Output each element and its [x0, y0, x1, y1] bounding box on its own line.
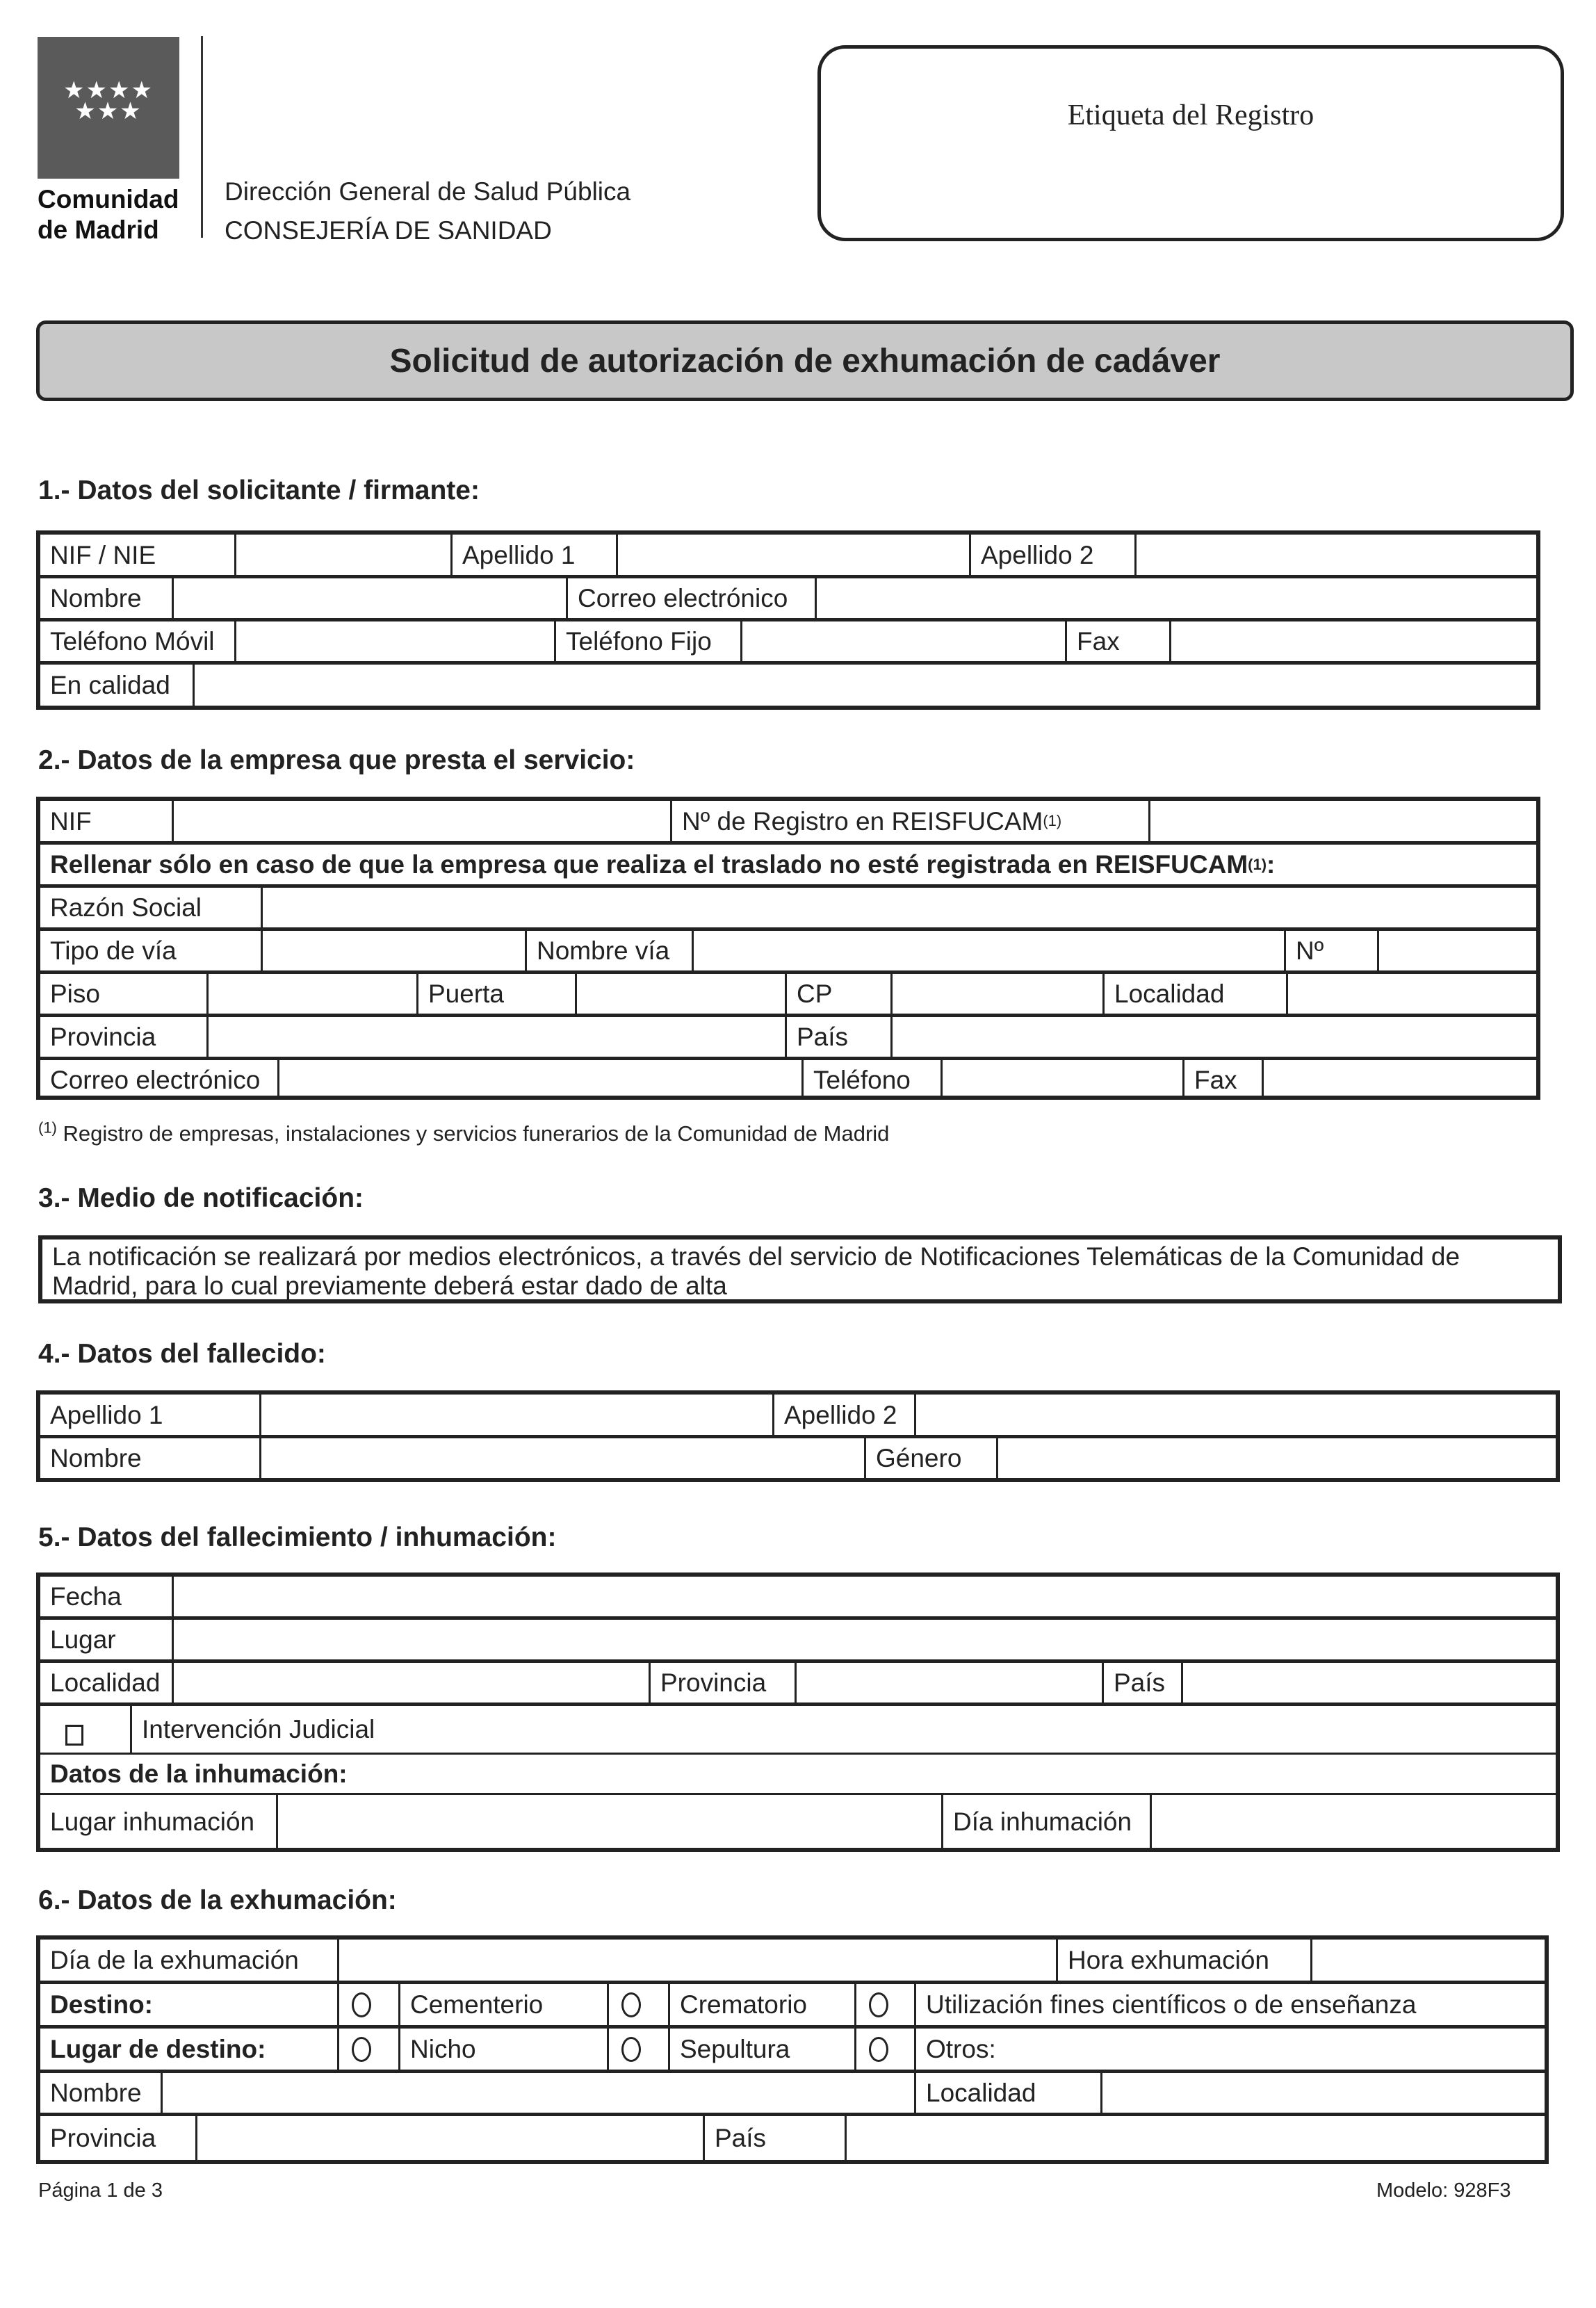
telefono-fijo-label: Teléfono Fijo: [556, 621, 742, 661]
destino-cientificos-label: Utilización fines científicos o de enseñanza: [926, 1990, 1417, 2019]
tipo-via-input[interactable]: [263, 931, 527, 970]
table-row: [40, 2116, 1545, 2160]
destino-localidad-label: Localidad: [916, 2073, 1102, 2113]
note-end: :: [1267, 850, 1276, 879]
company-telefono-label: Teléfono: [804, 1060, 943, 1100]
table-row: [40, 1940, 1545, 1984]
table-row: [40, 1663, 1556, 1706]
nombre-input[interactable]: [174, 578, 568, 618]
fallecido-nombre-label: Nombre: [40, 1438, 261, 1478]
lugar-label: Lugar: [40, 1620, 174, 1659]
puerta-label: Puerta: [418, 974, 577, 1014]
puerta-input[interactable]: [577, 974, 787, 1014]
model-number: Modelo: 928F3: [1376, 2179, 1511, 2202]
registro-text: Nº de Registro en REISFUCAM: [682, 806, 1043, 836]
fallecimiento-pais-label: País: [1104, 1663, 1183, 1702]
destino-provincia-label: Provincia: [40, 2116, 197, 2160]
destino-cientificos-radio[interactable]: [869, 1992, 888, 2017]
page-number: Página 1 de 3: [38, 2179, 163, 2202]
nombre-label: Nombre: [40, 578, 174, 618]
lugar-otros-radio[interactable]: [869, 2037, 888, 2062]
lugar-sepultura-radio[interactable]: [621, 2037, 641, 2062]
nombre-via-label: Nombre vía: [527, 931, 694, 970]
destino-nombre-input[interactable]: [163, 2073, 916, 2113]
lugar-inhumacion-label: Lugar inhumación: [40, 1795, 278, 1848]
destino-crematorio-radio[interactable]: [621, 1992, 641, 2017]
fallecimiento-pais-input[interactable]: [1183, 1663, 1556, 1702]
section5-title: 5.- Datos del fallecimiento / inhumación:: [38, 1522, 557, 1552]
numero-input[interactable]: [1379, 931, 1536, 970]
pais-input[interactable]: [893, 1017, 1536, 1057]
fallecido-apellido1-label: Apellido 1: [40, 1395, 261, 1435]
intervencion-judicial-label: Intervención Judicial: [142, 1715, 375, 1744]
registry-label-box: [817, 45, 1564, 241]
lugar-destino-label: Lugar de destino:: [40, 2029, 339, 2070]
correo-label: Correo electrónico: [568, 578, 817, 618]
destino-localidad-input[interactable]: [1102, 2073, 1545, 2113]
company-correo-input[interactable]: [279, 1060, 804, 1100]
table-row: [40, 1395, 1556, 1438]
comunidad-madrid-logo: [38, 37, 179, 179]
destino-crematorio-radio-cell[interactable]: [609, 1984, 670, 2025]
lugar-inhumacion-input[interactable]: [278, 1795, 943, 1848]
fax-label: Fax: [1067, 621, 1171, 661]
cp-label: CP: [787, 974, 893, 1014]
note-text: Rellenar sólo en caso de que la empresa que realiza el traslado no esté registrada en REISFUCAM: [50, 850, 1248, 879]
table-row: [40, 2029, 1545, 2073]
destino-cementerio-label: Cementerio: [400, 1984, 609, 2025]
dia-inhumacion-label: Día inhumación: [943, 1795, 1152, 1848]
destino-cementerio-radio-cell[interactable]: [339, 1984, 400, 2025]
fallecido-apellido2-input[interactable]: [916, 1395, 1556, 1435]
fallecimiento-localidad-label: Localidad: [40, 1663, 174, 1702]
footnote: [38, 1121, 889, 1146]
table-row: [40, 845, 1536, 888]
fallecimiento-localidad-input[interactable]: [174, 1663, 651, 1702]
lugar-sepultura-radio-cell[interactable]: [609, 2029, 670, 2070]
section1-title: 1.- Datos del solicitante / firmante:: [38, 476, 480, 505]
lugar-input[interactable]: [174, 1620, 1556, 1659]
table-row: [40, 665, 1536, 706]
apellido1-input[interactable]: [618, 535, 971, 575]
lugar-otros-label[interactable]: Otros:: [926, 2035, 996, 2063]
nif-label: NIF / NIE: [40, 535, 236, 575]
intervencion-judicial-checkbox-cell[interactable]: [40, 1706, 132, 1753]
lugar-nicho-radio[interactable]: [352, 2037, 371, 2062]
destino-label: Destino:: [40, 1984, 339, 2025]
hora-exhumacion-label: Hora exhumación: [1058, 1940, 1312, 1981]
dia-exhumacion-input[interactable]: [339, 1940, 1058, 1981]
footnote-text: Registro de empresas, instalaciones y servicios funerarios de la Comunidad de Madrid: [56, 1121, 890, 1146]
company-correo-label: Correo electrónico: [40, 1060, 279, 1100]
table-row: [40, 974, 1536, 1017]
applicant-table: [36, 530, 1540, 710]
genero-label: Género: [866, 1438, 998, 1478]
table-row: [40, 1438, 1556, 1478]
logo-name-line2: de Madrid: [38, 216, 159, 244]
exhumation-table: [36, 1935, 1549, 2164]
apellido2-label: Apellido 2: [971, 535, 1137, 575]
table-row: [40, 578, 1536, 621]
company-fax-input[interactable]: [1264, 1060, 1536, 1100]
stars-icon: ★★★★ ★★★: [63, 76, 154, 125]
fallecido-apellido1-input[interactable]: [261, 1395, 774, 1435]
section6-title: 6.- Datos de la exhumación:: [38, 1885, 397, 1915]
destino-nombre-label: Nombre: [40, 2073, 163, 2113]
registro-input[interactable]: [1150, 801, 1536, 841]
fecha-input[interactable]: [174, 1577, 1556, 1616]
razon-social-input[interactable]: [263, 888, 1536, 927]
provincia-label: Provincia: [40, 1017, 209, 1057]
pais-label: País: [787, 1017, 893, 1057]
lugar-nicho-radio-cell[interactable]: [339, 2029, 400, 2070]
table-row: [40, 1017, 1536, 1060]
destino-crematorio-label: Crematorio: [670, 1984, 856, 2025]
tipo-via-label: Tipo de vía: [40, 931, 263, 970]
company-nif-input[interactable]: [174, 801, 672, 841]
registry-label: Etiqueta del Registro: [1067, 99, 1314, 131]
company-table: [36, 797, 1540, 1100]
fecha-label: Fecha: [40, 1577, 174, 1616]
table-row: [40, 2073, 1545, 2116]
table-row: [40, 1795, 1556, 1848]
footnote-marker: (1): [38, 1119, 57, 1137]
table-row: [40, 931, 1536, 974]
fallecimiento-provincia-input[interactable]: [797, 1663, 1104, 1702]
table-row: [40, 1755, 1556, 1795]
company-telefono-input[interactable]: [943, 1060, 1184, 1100]
table-row: [40, 1984, 1545, 2029]
lugar-otros-radio-cell[interactable]: [856, 2029, 916, 2070]
logo-name-line1: Comunidad: [38, 185, 179, 213]
telefono-movil-input[interactable]: [236, 621, 556, 661]
razon-social-label: Razón Social: [40, 888, 263, 927]
section2-title: 2.- Datos de la empresa que presta el servicio:: [38, 745, 635, 775]
numero-label: Nº: [1286, 931, 1379, 970]
fallecido-apellido2-label: Apellido 2: [774, 1395, 916, 1435]
table-row: [40, 1706, 1556, 1755]
table-row: [40, 621, 1536, 665]
registro-label: Nº de Registro en REISFUCAM (1): [672, 801, 1150, 841]
department: [225, 172, 630, 250]
fax-input[interactable]: [1171, 621, 1536, 661]
destino-cementerio-radio[interactable]: [352, 1992, 371, 2017]
company-nif-label: NIF: [40, 801, 174, 841]
company-fax-label: Fax: [1184, 1060, 1264, 1100]
lugar-nicho-label: Nicho: [400, 2029, 609, 2070]
dia-exhumacion-label: Día de la exhumación: [40, 1940, 339, 1981]
death-burial-table: [36, 1572, 1560, 1852]
department-line1: Dirección General de Salud Pública: [225, 177, 631, 206]
destino-cientificos-radio-cell[interactable]: [856, 1984, 916, 2025]
apellido2-input[interactable]: [1137, 535, 1536, 575]
genero-input[interactable]: [998, 1438, 1556, 1478]
department-line2: CONSEJERÍA DE SANIDAD: [225, 216, 552, 245]
table-row: [40, 801, 1536, 845]
dia-inhumacion-input[interactable]: [1152, 1795, 1556, 1848]
cp-input[interactable]: [893, 974, 1105, 1014]
lugar-sepultura-label: Sepultura: [670, 2029, 856, 2070]
table-row: [40, 1620, 1556, 1663]
inhumacion-subheader: Datos de la inhumación:: [50, 1760, 348, 1788]
deceased-table: [36, 1390, 1560, 1482]
hora-exhumacion-input[interactable]: [1312, 1940, 1545, 1981]
telefono-fijo-input[interactable]: [742, 621, 1067, 661]
telefono-movil-label: Teléfono Móvil: [40, 621, 236, 661]
destino-pais-input[interactable]: [847, 2116, 1545, 2160]
intervencion-judicial-checkbox[interactable]: [65, 1725, 83, 1746]
table-row: [40, 888, 1536, 931]
form-title-bar: [36, 320, 1574, 401]
en-calidad-label: En calidad: [40, 665, 195, 706]
table-row: [40, 1577, 1556, 1620]
apellido1-label: Apellido 1: [453, 535, 618, 575]
destino-pais-label: País: [705, 2116, 847, 2160]
table-row: [40, 1060, 1536, 1100]
fallecimiento-provincia-label: Provincia: [651, 1663, 797, 1702]
section4-title: 4.- Datos del fallecido:: [38, 1339, 326, 1369]
form-title: Solicitud de autorización de exhumación de cadáver: [389, 342, 1221, 380]
table-row: [40, 535, 1536, 578]
localidad-input[interactable]: [1288, 974, 1536, 1014]
fallecido-nombre-input[interactable]: [261, 1438, 866, 1478]
destino-provincia-input[interactable]: [197, 2116, 705, 2160]
en-calidad-input[interactable]: [195, 665, 1536, 706]
piso-input[interactable]: [209, 974, 418, 1014]
section3-title: 3.- Medio de notificación:: [38, 1183, 364, 1213]
header-divider: [201, 36, 203, 238]
provincia-input[interactable]: [209, 1017, 787, 1057]
notification-text: La notificación se realizará por medios electrónicos, a través del servicio de Notificaciones Telemáticas de la Comunidad de Madrid, para lo cual previamente deberá estar dado de alta: [38, 1235, 1562, 1303]
nif-input[interactable]: [236, 535, 453, 575]
localidad-label: Localidad: [1105, 974, 1288, 1014]
nombre-via-input[interactable]: [694, 931, 1286, 970]
reisfucam-note: Rellenar sólo en caso de que la empresa que realiza el traslado no esté registrada en REISFUCAM (1) :: [50, 850, 1276, 879]
correo-input[interactable]: [817, 578, 1536, 618]
piso-label: Piso: [40, 974, 209, 1014]
logo-text: [38, 184, 179, 245]
